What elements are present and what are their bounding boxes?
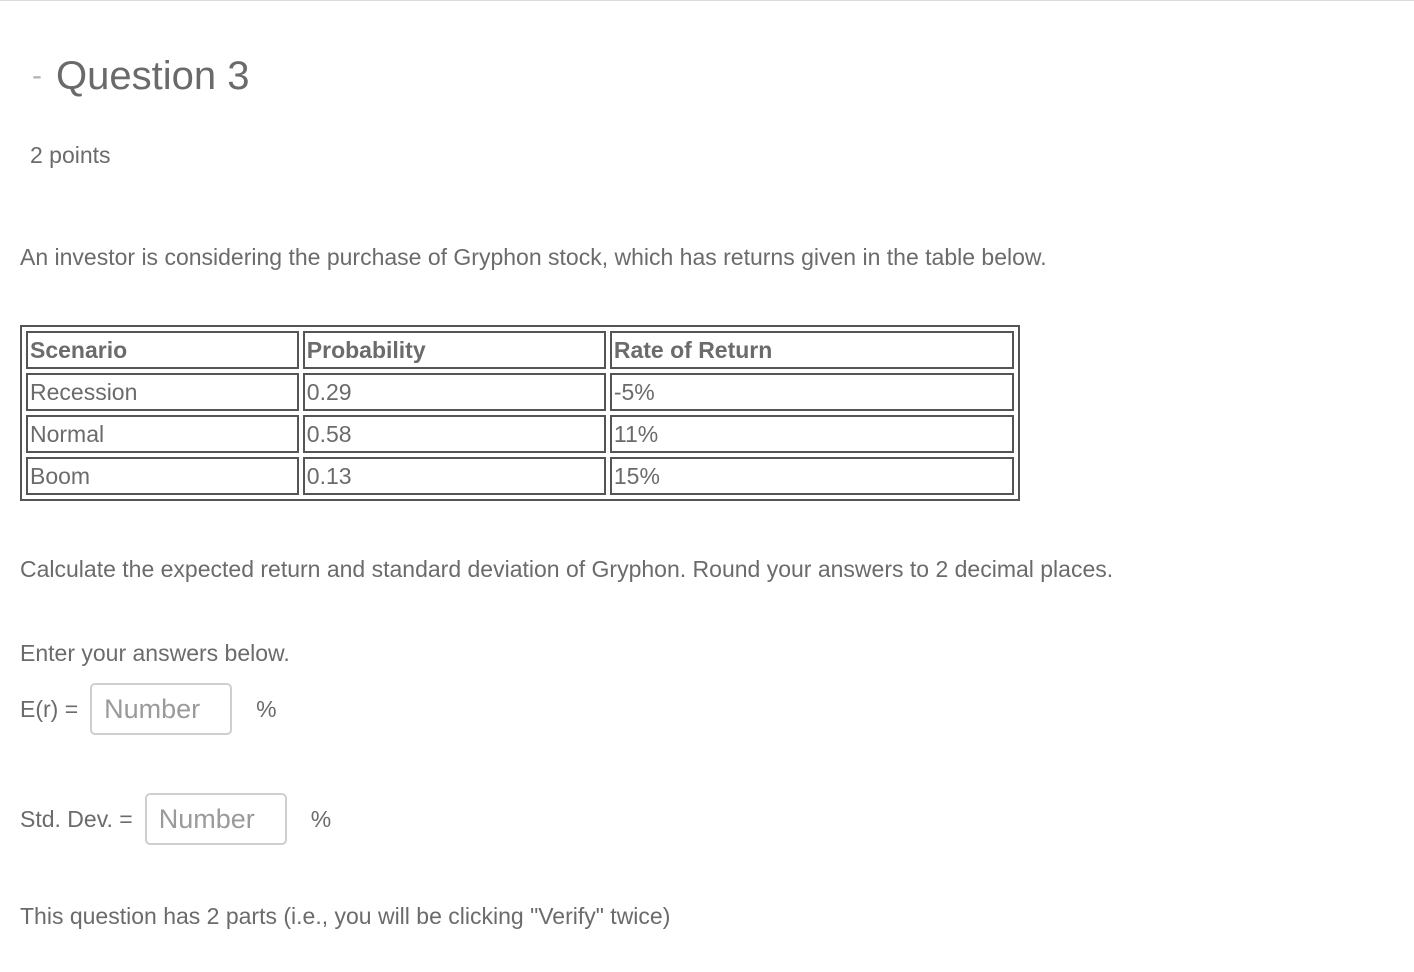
- top-divider: [0, 0, 1414, 1]
- table-row: [26, 415, 1014, 453]
- table-header-row: [26, 331, 1014, 369]
- instruction-text: Calculate the expected return and standard deviation of Gryphon. Round your answers to 2 decimal places.: [20, 556, 1114, 582]
- table-row: [26, 373, 1014, 411]
- scenario-cell: Boom: [26, 457, 299, 495]
- std-dev-label: Std. Dev. =: [20, 806, 133, 832]
- std-dev-row: [20, 790, 331, 848]
- return-cell: -5%: [610, 373, 1014, 411]
- probability-cell: 0.29: [303, 373, 606, 411]
- points-label: 2 points: [30, 142, 111, 168]
- return-cell: 15%: [610, 457, 1014, 495]
- header-scenario: Scenario: [26, 331, 299, 369]
- std-dev-input[interactable]: [145, 793, 287, 845]
- scenario-cell: Normal: [26, 415, 299, 453]
- question-header: [32, 54, 249, 98]
- probability-cell: 0.13: [303, 457, 606, 495]
- enter-answers-text: Enter your answers below.: [20, 640, 290, 666]
- expected-return-unit: %: [256, 696, 277, 722]
- question-title: Question 3: [56, 54, 250, 98]
- return-cell: 11%: [610, 415, 1014, 453]
- expected-return-label: E(r) =: [20, 696, 79, 722]
- header-probability: Probability: [303, 331, 606, 369]
- returns-table: [20, 325, 1020, 501]
- expected-return-row: [20, 680, 277, 738]
- std-dev-unit: %: [310, 806, 332, 832]
- header-rate-of-return: Rate of Return: [610, 331, 1014, 369]
- scenario-cell: Recession: [26, 373, 299, 411]
- collapse-toggle-icon[interactable]: -: [32, 59, 42, 92]
- intro-text: An investor is considering the purchase of Gryphon stock, which has returns given in the table below.: [20, 244, 1047, 270]
- parts-note: This question has 2 parts (i.e., you will be clicking "Verify" twice): [20, 903, 671, 929]
- probability-cell: 0.58: [303, 415, 606, 453]
- table-row: [26, 457, 1014, 495]
- expected-return-input[interactable]: [90, 683, 232, 735]
